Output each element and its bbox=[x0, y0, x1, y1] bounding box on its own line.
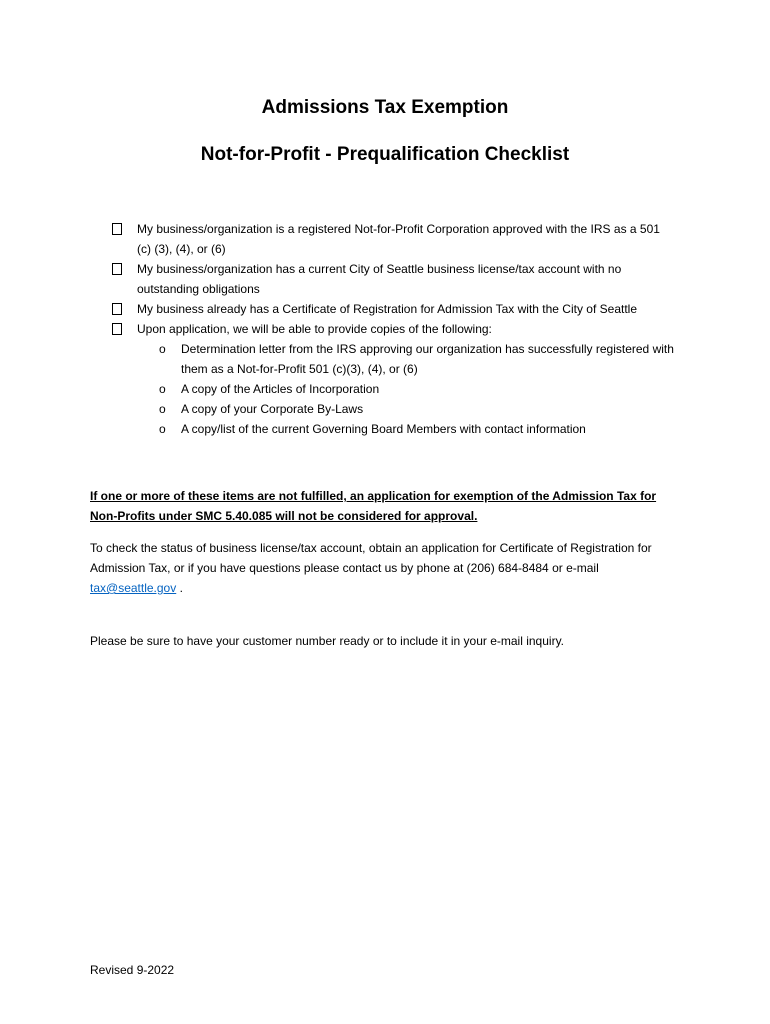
list-item-text: Determination letter from the IRS approving our organization has successfully registered with them as a Not-for-Profit 501 (c)(3), (4), or (6) bbox=[181, 342, 674, 376]
prequalification-checklist bbox=[112, 219, 677, 439]
list-item bbox=[137, 339, 677, 379]
eligibility-notice: If one or more of these items are not fulfilled, an application for exemption of the Admission Tax for Non-Profits under SMC 5.40.085 will not be considered for approval. bbox=[90, 489, 657, 523]
checklist-item-certificate-of-registration bbox=[112, 299, 677, 319]
checkbox-icon[interactable] bbox=[112, 323, 122, 335]
checklist-item-provide-copies bbox=[112, 319, 677, 439]
checklist-item-label: My business already has a Certificate of Registration for Admission Tax with the City of Seattle bbox=[137, 302, 638, 316]
list-item-text: A copy/list of the current Governing Board Members with contact information bbox=[181, 422, 586, 436]
bullet-icon: o bbox=[159, 342, 166, 356]
checklist-item-business-license bbox=[112, 259, 677, 299]
contact-paragraph bbox=[90, 538, 680, 598]
email-link[interactable]: tax@seattle.gov bbox=[90, 581, 177, 595]
page-subtitle: Not-for-Profit - Prequalification Checklist bbox=[200, 144, 570, 165]
checklist-item-label: Upon application, we will be able to provide copies of the following: bbox=[137, 322, 492, 336]
checklist-item-label: My business/organization is a registered Not-for-Profit Corporation approved with the IRS as a 501 (c) (3), (4), or (6) bbox=[137, 222, 660, 256]
checkbox-icon[interactable] bbox=[112, 263, 122, 275]
checkbox-icon[interactable] bbox=[112, 223, 122, 235]
customer-number-note: Please be sure to have your customer number ready or to include it in your e-mail inquiry. bbox=[90, 634, 565, 648]
list-item bbox=[137, 419, 677, 439]
bullet-icon: o bbox=[159, 382, 166, 396]
revision-date: Revised 9-2022 bbox=[90, 963, 175, 977]
required-documents-list bbox=[137, 339, 677, 439]
list-item bbox=[137, 399, 677, 419]
bullet-icon: o bbox=[159, 402, 166, 416]
page-title: Admissions Tax Exemption bbox=[261, 97, 509, 118]
contact-text: To check the status of business license/tax account, obtain an application for Certificate of Registration for Admission Tax, or if you have questions please contact us by phone at (206) 684-8484 or e-mail bbox=[90, 541, 652, 575]
list-item-text: A copy of the Articles of Incorporation bbox=[181, 382, 380, 396]
checkbox-icon[interactable] bbox=[112, 303, 122, 315]
bullet-icon: o bbox=[159, 422, 166, 436]
checklist-item-label: My business/organization has a current City of Seattle business license/tax account with no outstanding obligations bbox=[137, 262, 622, 296]
list-item-text: A copy of your Corporate By-Laws bbox=[181, 402, 364, 416]
list-item bbox=[137, 379, 677, 399]
contact-trailing: . bbox=[176, 581, 183, 595]
checklist-item-irs-registration bbox=[112, 219, 677, 259]
